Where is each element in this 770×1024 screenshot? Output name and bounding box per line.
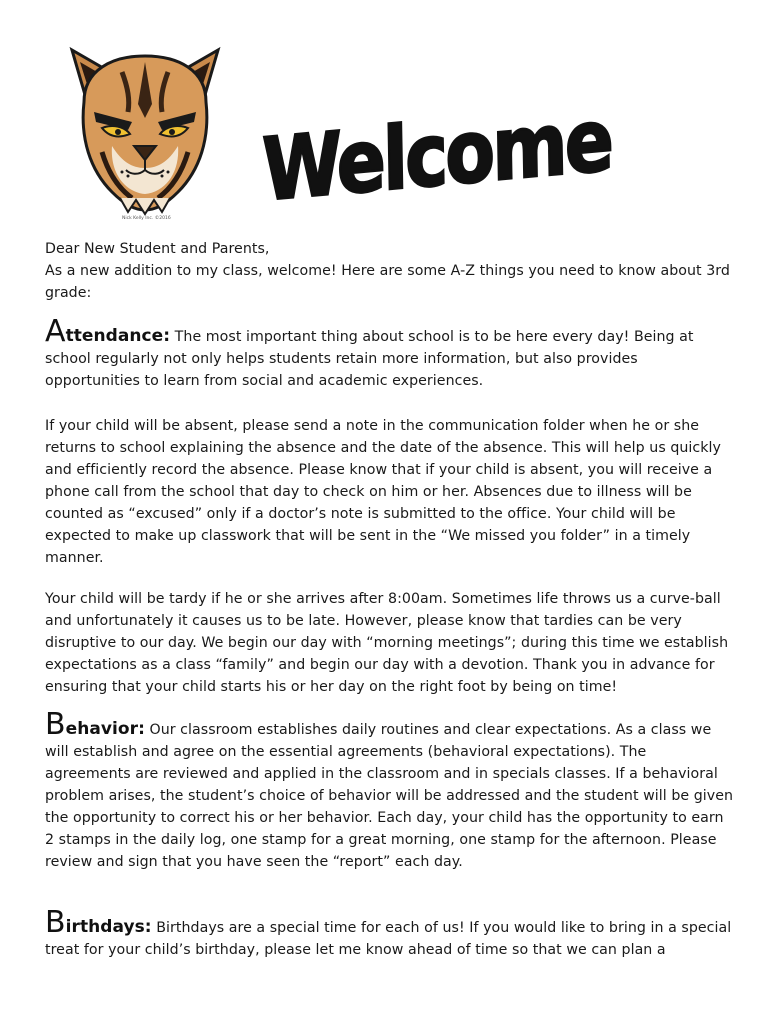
behavior-heading-rest: ehavior:: [65, 719, 145, 739]
birthdays-paragraph: [45, 905, 735, 961]
birthdays-heading: [45, 905, 152, 940]
behavior-paragraph: [45, 707, 735, 873]
intro-line: As a new addition to my class, welcome! Here are some A-Z things you need to know about 3rd grade:: [45, 263, 730, 301]
attendance-para2: If your child will be absent, please send a note in the communication folder when he or she returns to school explaining the absence and the date of the absence. This will help us quickly and efficiently record the absence. Please know that if your child is absent, you will receive a phone call from the school that day to check on him or her. Absences due to illness will be counted as “excused” only if a doctor’s note is submitted to the office. Your child will be expected to make up classwork that will be sent in the “We missed you folder” in a timely manner.: [45, 418, 721, 566]
mascot-signature: Nick Kelly Inc. ©2016: [122, 216, 171, 221]
attendance-heading: [45, 314, 171, 349]
attendance-heading-rest: ttendance:: [65, 326, 171, 346]
behavior-section: [45, 707, 735, 873]
behavior-heading: [45, 707, 145, 742]
attendance-tardy-paragraph: [45, 588, 735, 698]
intro-block: [45, 238, 735, 304]
svg-text:Welcome: Welcome: [261, 84, 679, 222]
behavior-text: Our classroom establishes daily routines and clear expectations. As a class we will establish and agree on the essential agreements (behavioral expectations). The agreements are reviewed and applied in the classroom and in specials classes. If a behavioral problem arises, the student’s choice of behavior will be addressed and the student will be given the opportunity to correct his or her behavior. Each day, your child has the opportunity to earn 2 stamps in the daily log, one stamp for a great morning, one stamp for the afternoon. Please review and sign that you have seen the “report” each day.: [45, 722, 734, 870]
attendance-lead: The most important thing about school is to be here every day! Being at school regularly not only helps students retain more information, but also provides opportunities to learn from social and academic experiences.: [45, 329, 694, 389]
attendance-section: [45, 314, 735, 392]
attendance-para3: Your child will be tardy if he or she arrives after 8:00am. Sometimes life throws us a curve-ball and unfortunately it causes us to be late. However, please know that tardies can be very disruptive to our day. We begin our day with “morning meetings”; during this time we establish expectations as a class “family” and begin our day with a devotion. Thank you in advance for ensuring that your child starts his or her day on the right foot by being on time!: [45, 591, 729, 695]
cougar-mascot-icon: [62, 42, 228, 220]
attendance-absence-paragraph: [45, 415, 735, 569]
birthdays-section: [45, 905, 735, 961]
attendance-paragraph: [45, 314, 735, 392]
attendance-initial: A: [45, 314, 66, 349]
birthdays-text: Birthdays are a special time for each of us! If you would like to bring in a special treat for your child’s birthday, please let me know ahead of time so that we can plan a: [45, 920, 732, 958]
behavior-initial: B: [45, 707, 66, 742]
welcome-title: [255, 84, 679, 222]
birthdays-heading-rest: irthdays:: [65, 917, 152, 937]
salutation: Dear New Student and Parents,: [45, 241, 270, 257]
birthdays-initial: B: [45, 905, 66, 940]
